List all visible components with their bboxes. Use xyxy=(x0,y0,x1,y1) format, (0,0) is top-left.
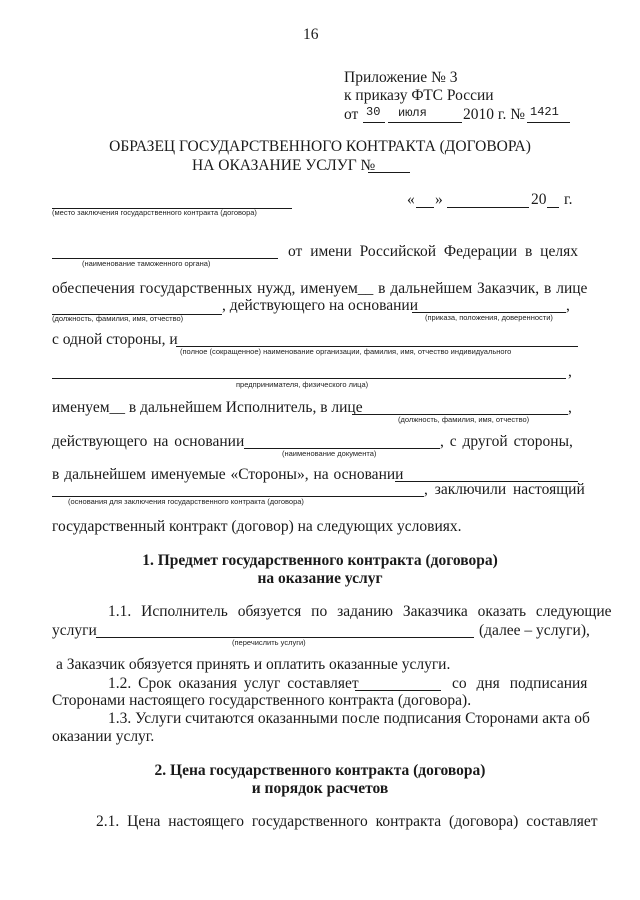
p12-b: со дня подписания xyxy=(452,675,588,692)
section2-heading2: и порядок расчетов xyxy=(251,780,389,797)
appendix-line1: Приложение № 3 xyxy=(344,69,458,86)
hint-place: (место заключения государственного контракта (договора) xyxy=(52,208,257,217)
appendix-from: от xyxy=(344,106,359,123)
section1-heading1: 1. Предмет государственного контракта (договора) xyxy=(142,552,498,569)
hint-org-name: (полное (сокращенное) наименование организации, фамилия, имя, отчество индивидуального xyxy=(180,347,512,356)
section2-heading1: 2. Цена государственного контракта (договора) xyxy=(154,762,486,779)
date-close-quote: » xyxy=(435,191,443,208)
needs-text: обеспечения государственных нужд, именуем__ в дальнейшем Заказчик, в лице xyxy=(52,280,588,297)
conditions-text: государственный контракт (договор) на следующих условиях. xyxy=(52,518,462,535)
date-year-blank[interactable] xyxy=(547,207,559,208)
p11-text: 1.1. Исполнитель обязуется по заданию Заказчика оказать следующие xyxy=(108,603,612,620)
hereinafter-text: в дальнейшем именуемые «Стороны», на основании xyxy=(52,466,404,483)
p12-a: 1.2. Срок оказания услуг составляет xyxy=(108,675,359,692)
term-blank[interactable] xyxy=(355,690,441,691)
appendix-number: 1421 xyxy=(530,105,559,119)
other-side-text: , с другой стороны, xyxy=(440,433,573,450)
date-month-blank[interactable] xyxy=(447,207,529,208)
p21-text: 2.1. Цена настоящего государственного контракта (договора) составляет xyxy=(96,813,598,830)
p11-further: (далее – услуги), xyxy=(479,622,590,639)
hint-contract-basis: (основания для заключения государственного контракта (договора) xyxy=(68,497,304,506)
appendix-day: 30 xyxy=(366,105,381,119)
p11-services: услуги xyxy=(52,622,97,639)
acting-basis-text: , действующего на основании xyxy=(222,297,418,314)
acting2-text: действующего на основании xyxy=(52,433,245,450)
hint-position-2: (должность, фамилия, имя, отчество) xyxy=(398,415,530,424)
hint-order-basis: (приказа, положения, доверенности) xyxy=(425,313,553,322)
p13-a: 1.3. Услуги считаются оказанными после подписания Сторонами акта об xyxy=(108,710,590,727)
appendix-year: 2010 г. № xyxy=(463,106,526,123)
title-line2: НА ОКАЗАНИЕ УСЛУГ № xyxy=(192,157,376,174)
hint-customs-body: (наименование таможенного органа) xyxy=(82,259,211,268)
hint-position: (должность, фамилия, имя, отчество) xyxy=(52,314,184,323)
named-exec-text: именуем__ в дальнейшем Исполнитель, в лице xyxy=(52,399,363,416)
hint-doc-name: (наименование документа) xyxy=(282,449,377,458)
title-line1: ОБРАЗЕЦ ГОСУДАРСТВЕННОГО КОНТРАКТА (ДОГОВОРА) xyxy=(109,138,531,155)
hint-entrepreneur: предпринимателя, физического лица) xyxy=(236,380,369,389)
contract-number-blank[interactable] xyxy=(368,172,410,173)
one-side-text: с одной стороны, и xyxy=(52,331,178,348)
p13-b: оказании услуг. xyxy=(52,728,155,745)
page-number: 16 xyxy=(303,26,319,43)
section1-heading2: на оказание услуг xyxy=(257,570,383,587)
appendix-line2: к приказу ФТС России xyxy=(344,87,494,104)
date-day-blank[interactable] xyxy=(416,207,434,208)
p11-cont: а Заказчик обязуется принять и оплатить оказанные услуги. xyxy=(56,656,451,673)
concluded-text: , заключили настоящий xyxy=(424,481,585,498)
p12-c: Сторонами настоящего государственного контракта (договора). xyxy=(52,692,472,709)
hint-list-services: (перечислить услуги) xyxy=(232,638,306,647)
date-open-quote: « xyxy=(407,191,415,208)
date-year-prefix: 20 xyxy=(531,191,547,208)
on-behalf-text: от имени Российской Федерации в целях xyxy=(288,243,578,260)
appendix-month: июля xyxy=(398,106,427,120)
date-year-suffix: г. xyxy=(564,191,573,208)
org-name-blank-2[interactable] xyxy=(52,378,566,379)
